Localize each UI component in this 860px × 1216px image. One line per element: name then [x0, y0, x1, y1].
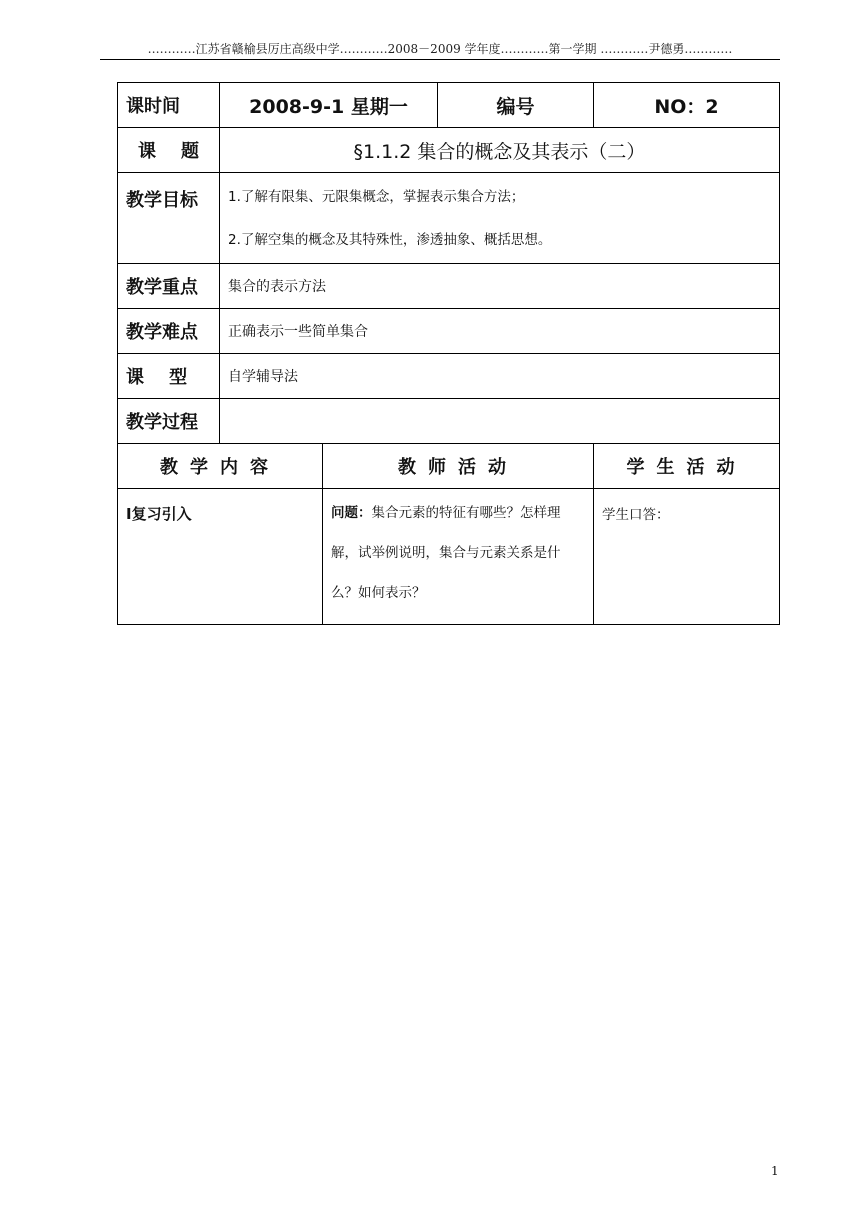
goals-list — [220, 173, 780, 264]
row-process — [118, 399, 780, 444]
difficulty-value: 正确表示一些简单集合 — [220, 309, 780, 354]
col-teacher-header: 教师活动 — [323, 444, 594, 489]
student-activity-cell — [594, 489, 780, 625]
lesson-plan-table — [117, 82, 780, 625]
goal-item: 1.了解有限集、元限集概念，掌握表示集合方法； — [228, 189, 525, 205]
goal-item: 2.了解空集的概念及其特殊性，渗透抽象、概括思想。 — [228, 232, 552, 248]
question-text: 集合元素的特征有哪些？怎样理解，试举例说明，集合与元素关系是什么？如何表示？ — [331, 505, 561, 601]
teacher-activity-cell — [323, 489, 594, 625]
col-content-header: 教学内容 — [118, 444, 323, 489]
topic-label: 课 题 — [118, 128, 220, 173]
question-label: 问题： — [331, 505, 372, 521]
date-value: 2008-9-1 星期一 — [220, 83, 438, 128]
number-label: 编号 — [438, 83, 594, 128]
section-title: Ⅰ复习引入 — [126, 505, 192, 523]
row-goals — [118, 173, 780, 264]
difficulty-label: 教学难点 — [118, 309, 220, 354]
teacher-question — [331, 493, 585, 613]
type-value: 自学辅导法 — [220, 354, 780, 399]
row-type — [118, 354, 780, 399]
col-student-header: 学生活动 — [594, 444, 780, 489]
row-section-1 — [118, 489, 780, 625]
type-label: 课 型 — [118, 354, 220, 399]
goals-label: 教学目标 — [118, 173, 220, 264]
process-label: 教学过程 — [118, 399, 220, 444]
row-column-headers — [118, 444, 780, 489]
key-value: 集合的表示方法 — [220, 264, 780, 309]
row-topic — [118, 128, 780, 173]
header-rule — [100, 59, 780, 60]
page-header: …………江苏省赣榆县厉庄高级中学…………2008－2009 学年度…………第一学期 …………尹德勇………… — [147, 42, 733, 56]
key-label: 教学重点 — [118, 264, 220, 309]
time-label: 课时间 — [118, 83, 220, 128]
row-difficulty — [118, 309, 780, 354]
page-number: 1 — [771, 1164, 779, 1178]
number-value: NO：2 — [594, 83, 780, 128]
row-time — [118, 83, 780, 128]
row-key-point — [118, 264, 780, 309]
topic-value: §1.1.2 集合的概念及其表示（二） — [220, 128, 780, 173]
student-answer: 学生口答： — [602, 507, 670, 523]
section-content-cell — [118, 489, 323, 625]
process-empty — [220, 399, 780, 444]
